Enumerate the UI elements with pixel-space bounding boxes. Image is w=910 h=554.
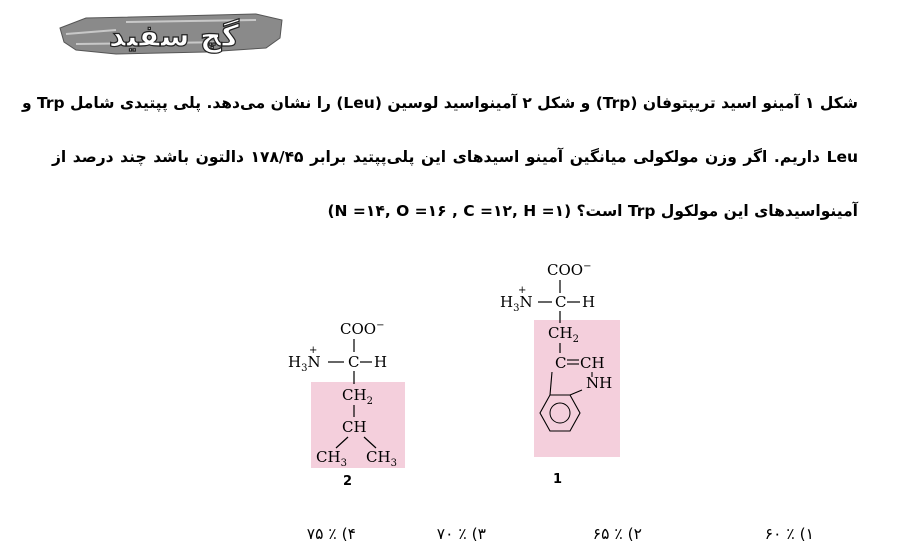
- coo-group: COO−: [547, 261, 592, 279]
- coo-group: COO−: [340, 320, 385, 338]
- question-line-2: Leu داریم. اگر وزن مولکولی میانگین آمینو اسیدهای این پلی‌پپتید برابر ۱۷۸/۴۵ دالتون باشد چند درصد از: [52, 148, 858, 166]
- svg-text:C: C: [348, 353, 360, 371]
- logo-text: گچ سفید: [108, 19, 240, 54]
- option-1[interactable]: ۱) ٪ ۶۰: [764, 525, 814, 543]
- question-line-3: آمینواسیدهای این مولکول Trp است؟ (N =۱۴, O =۱۶ , C =۱۲, H =۱): [327, 202, 858, 220]
- option-4[interactable]: ۴) ٪ ۷۵: [306, 525, 356, 543]
- ch2-group: $CH_2$: [342, 386, 373, 407]
- amino-group: $H_3N$: [288, 353, 321, 374]
- leucine-structure: [278, 312, 418, 492]
- svg-text:CH: CH: [580, 354, 605, 372]
- question-line-1: شکل ۱ آمینو اسید تریپتوفان (Trp) و شکل ۲ آمینواسید لوسین (Leu) را نشان می‌دهد. پلی پپتیدی شامل Trp و: [21, 94, 858, 112]
- methyl-group-a: $CH_3$: [316, 448, 347, 469]
- logo: [56, 8, 286, 64]
- nh-group: NH: [586, 374, 613, 392]
- amino-group: $H_3N$: [500, 293, 533, 314]
- ch2-group: $CH_2$: [548, 324, 579, 345]
- tryptophan-structure: [490, 255, 640, 490]
- methyl-group-b: $CH_3$: [366, 448, 397, 469]
- ch-group: CH: [342, 418, 367, 436]
- figure-1-label: 1: [553, 472, 563, 487]
- svg-text:+: +: [518, 285, 527, 296]
- alpha-hydrogen: H: [374, 353, 388, 371]
- svg-text:+: +: [309, 345, 318, 356]
- alpha-hydrogen: H: [582, 293, 596, 311]
- option-2[interactable]: ۲) ٪ ۶۵: [592, 525, 642, 543]
- svg-text:C: C: [555, 293, 567, 311]
- svg-text:C: C: [555, 354, 567, 372]
- option-3[interactable]: ۳) ٪ ۷۰: [436, 525, 486, 543]
- figure-2-label: 2: [343, 474, 353, 489]
